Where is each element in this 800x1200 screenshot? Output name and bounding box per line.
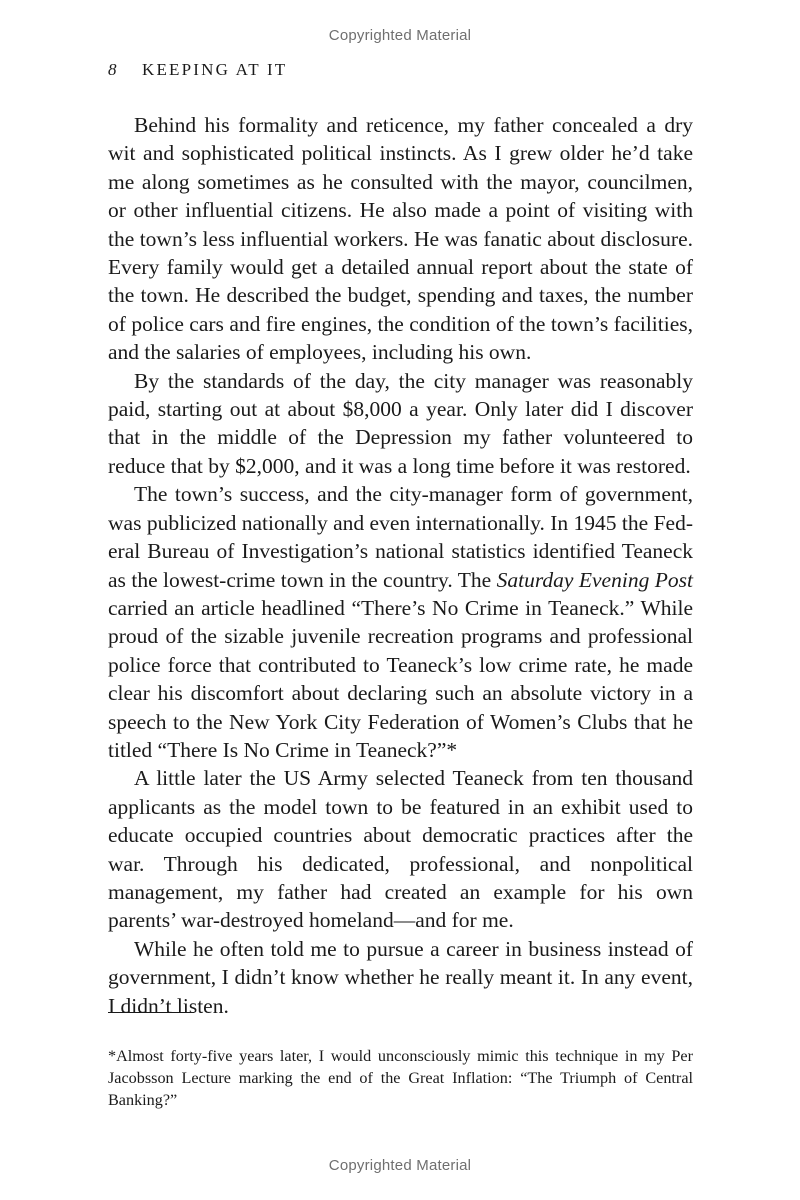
paragraph-3 bbox=[108, 480, 693, 764]
paragraph-3-text-b: carried an article headlined “There’s No Crime in Teaneck.” While proud of the sizable juvenile recreation programs and professional police force that contributed to Teaneck’s low crime rate, he made clear his discomfort about declaring such an absolute victory in a speech to the New York City Federation of Women’s Clubs that he titled “There Is No Crime in Teaneck?”* bbox=[108, 595, 693, 762]
running-header bbox=[108, 58, 708, 82]
paragraph-5: While he often told me to pursue a career in business instead of government, I didn’t know whether he really meant it. In any event, I didn’t listen. bbox=[108, 936, 693, 1018]
copyright-watermark-top: Copyrighted Material bbox=[328, 27, 472, 44]
book-title: KEEPING AT IT bbox=[142, 60, 288, 79]
paragraph-2: By the standards of the day, the city manager was reasonably paid, starting out at about $8,000 a year. Only later did I discover that in the middle of the Depression my father volunteered to reduce that by $2,000, and it was a long time before it was restored. bbox=[108, 368, 693, 478]
paragraph-1: Behind his formality and reticence, my father concealed a dry wit and sophisticated political instincts. As I grew older he’d take me along sometimes as he consulted with the mayor, councilmen, or other influential citizens. He also made a point of visiting with the town’s less influential workers. He was fanatic about disclosure. Every family would get a detailed annual report about the state of the town. He described the budget, spending and taxes, the number of police cars and fire engines, the condition of the town’s facilities, and the salaries of employees, including his own. bbox=[108, 113, 693, 365]
paragraph-3-text-a: The town’s success, and the city-manager form of government, was publicized nationally and even internationally. In 1945 the Federal Bureau of Investigation’s national statistics identified Teaneck as the lowest-crime town in the country. The bbox=[108, 482, 693, 592]
paragraph-4: A little later the US Army selected Teaneck from ten thousand applicants as the model town to be featured in an exhibit used to educate occupied countries about democratic practices after the war. Through his dedicated, professional, and nonpolitical management, my father had created an example for his own parents’ war-destroyed homeland—and for me. bbox=[108, 766, 693, 933]
page-number: 8 bbox=[108, 60, 117, 79]
publication-title: Saturday Evening Post bbox=[496, 567, 693, 592]
footnote-divider bbox=[108, 1012, 194, 1013]
copyright-watermark-bottom: Copyrighted Material bbox=[328, 1157, 472, 1174]
footnote: *Almost forty-five years later, I would unconsciously mimic this technique in my Per Jacobsson Lecture marking the end of the Great Inflation: “The Triumph of Central Banking?” bbox=[108, 1047, 693, 1109]
body-text bbox=[108, 111, 693, 1020]
